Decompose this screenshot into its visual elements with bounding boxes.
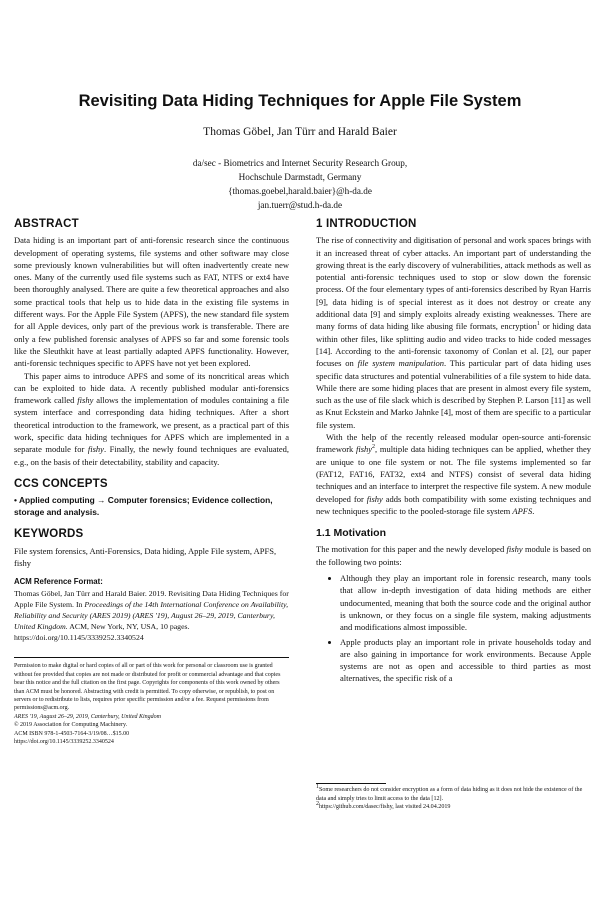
affiliation-block [0, 156, 600, 212]
abstract-heading: ABSTRACT [14, 218, 79, 230]
ccs-heading: CCS CONCEPTS [14, 477, 108, 490]
doi-link[interactable]: https://doi.org/10.1145/3339252.3340524 [14, 739, 114, 746]
footnote-marker: 1 [536, 321, 540, 328]
list-item: • Apple products play an important role in private households today and are also gaining in importance for work environments. Because Apple systems are not as open and accessible to third parties as most alternatives, the specific risk of a [340, 636, 591, 685]
paper-authors: Thomas Göbel, Jan Türr and Harald Baier [203, 126, 397, 138]
keywords-text: File system forensics, Anti-Forensics, Data hiding, Apple File system, APFS, fishy [14, 545, 277, 568]
introduction-heading: 1 INTRODUCTION [316, 218, 417, 230]
introduction-paragraph: With the help of the recently released modular open-source anti-forensic framework fishy$^2$, multiple data hiding techniques can be applied, whether they are unique to one file system or not. The file systems implemented so far (FAT12, FAT16, FAT32, ext4 and NTFS) consist of several data hiding techniques and an interface to interpret the respective file system. A new module developed for fishy adds both compatibility with some existing techniques and new techniques specific to the pooled-storage file system APFS. [316, 432, 592, 516]
motivation-paragraph: The motivation for this paper and the newly developed fishy module is based on the following two points: [316, 544, 591, 567]
right-column [316, 218, 591, 687]
permission-block [14, 657, 289, 746]
keywords-heading: KEYWORDS [14, 528, 84, 541]
list-item: • Although they play an important role in forensic research, many tools that allow in-depth investigation of data hiding methods are either undocumented, meaning that both the source code and the original author is unknown, or they focus on a single file system, making adjustments and modifications almost impossible. [340, 572, 591, 633]
introduction-paragraph: The rise of connectivity and digitisation of personal and work spaces brings with it an increased threat of cyber attacks. An important part of understanding the growing threat is the early discovery of vulnerabilities, attack methods as well as potential anti-forensic techniques used to stop or slow down the forensic process. Of the four elementary types of anti-forensics described by Ryan Harris [9], data hiding is of special interest as it does not destroy or create any additional data [9] and simply exploits already existing weaknesses. There are many forms of data hiding like abusing file formats, encryption$^1$ or hiding data within other files, like splitting audio and video tracks to hide coded messages [14]. According to the anti-forensic taxonomy of Conlan et al. [2], our paper focuses on file system manipulation. This particular part of data hiding uses specific data structures and potential vulnerabilities of a file system to hide data. While there are some hiding places that are present in almost every file system, such as the use of file slack which is described by Stephen P. Larson [11] as well as Knut Eckstein and Marko Jahnke [4], most of them are specific to a particular file system. [316, 235, 591, 430]
affiliation-line: da/sec - Biometrics and Internet Security Research Group, [192, 158, 408, 168]
motivation-heading: 1.1 Motivation [316, 527, 387, 540]
footnote-marker: 2 [372, 444, 376, 451]
acm-reference-heading: ACM Reference Format: [14, 577, 103, 587]
footnote[interactable]: $^2$https://github.com/dasec/fishy, last visited 24.04.2019 [316, 801, 451, 811]
abstract-paragraph: Data hiding is an important part of anti-forensic research since the continuous development of operating systems, file systems and other software may close some previously known vulnerabilities but will often inadvertently create new ones. Many of the currently used file systems such as FAT, NTFS or ext4 have been thoroughly analysed. There are quite a few theoretical approaches and also some practical tools that help us to hide data in the existing file systems in different ways. For the Apple File System (APFS), the new standard file system for all Apple devices, only part of the previous work is transferable. There are only a few published forensic analyses of APFS so far and some forensic tools like the Sleuthkit have at least partially adapted APFS functionality. However, anti-forensic techniques specific to APFS have not yet been explored. [14, 235, 289, 369]
author-email: {thomas.goebel,harald.baier}@h-da.de [228, 186, 372, 196]
conference-venue: ARES '19, August 26–29, 2019, Canterbury, United Kingdom [14, 713, 162, 720]
isbn: ACM ISBN 978-1-4503-7164-3/19/08…$15.00 [14, 730, 130, 737]
author-email: jan.tuerr@stud.h-da.de [257, 200, 343, 210]
affiliation-line: Hochschule Darmstadt, Germany [238, 172, 362, 182]
left-column [14, 218, 289, 746]
permission-text: Permission to make digital or hard copies of all or part of this work for personal or classroom use is granted without fee provided that copies are not made or distributed for profit or commercial advantage and that copies bear this notice and the full citation on the first page. Copyrights for components of this work owned by others than ACM must be honored. Abstracting with credit is permitted. To copy otherwise, or republish, to post on servers or to redistribute to lists, requires prior specific permission and/or a fee. Request permissions from permissions@acm.org. [14, 663, 281, 712]
footnote-divider [316, 783, 386, 784]
ccs-concepts: • Applied computing → Computer forensics; Evidence collection, storage and analysis. [14, 495, 273, 518]
acm-reference: Thomas Göbel, Jan Türr and Harald Baier. 2019. Revisiting Data Hiding Techniques for Apple File System. In Proceedings of the 14th International Conference on Availability, Reliability and Security (ARES 2019) (ARES '19), August 26–29, 2019, Canterbury, United Kingdom. ACM, New York, NY, USA, 10 pages. https://doi.org/10.1145/3339252.3340524 [14, 589, 289, 643]
copyright-notice: © 2019 Association for Computing Machinery. [14, 722, 128, 729]
footnotes [316, 783, 591, 812]
abstract-paragraph: This paper aims to introduce APFS and some of its noncritical areas which can be exploited to hide data. A recently published modular anti-forensics framework called fishy allows the implementation of modules containing a file system interface and corresponding data hiding techniques. After a short theoretical introduction to the framework, we present, as a practical part of this work, specific data hiding techniques for APFS which are implemented in a separate module for fishy. Finally, the newly found techniques are evaluated, e.g., on the basis of their detectability, stability and capacity. [14, 370, 290, 467]
paper-title: Revisiting Data Hiding Techniques for Apple File System [78, 92, 522, 110]
motivation-bullets [316, 572, 591, 685]
footnote: $^1$Some researchers do not consider encryption as a form of data hiding as it does not hide the existence of the data and simply tries to limit access to the data [12]. [316, 783, 583, 802]
